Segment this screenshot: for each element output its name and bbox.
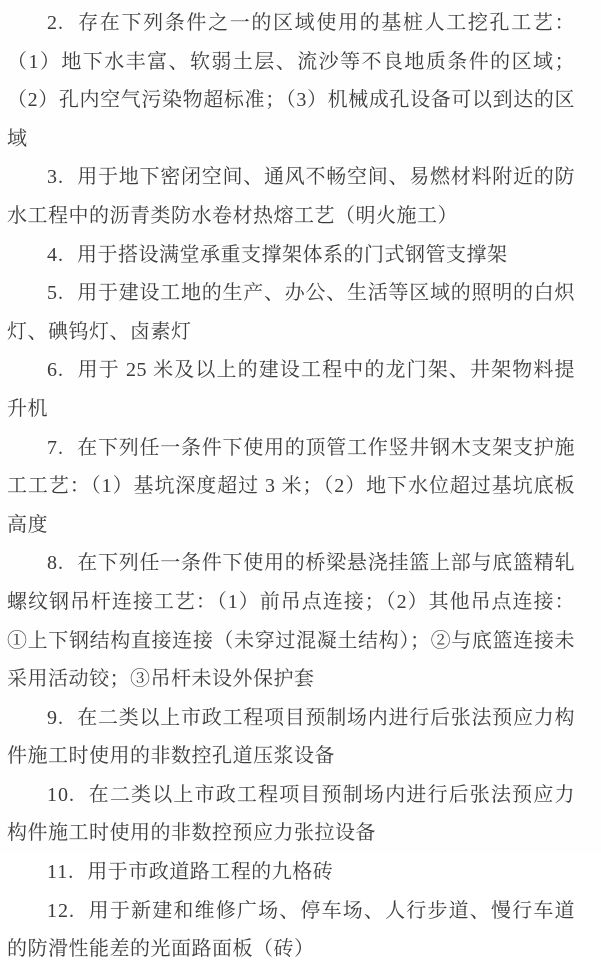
item-text: 在二类以上市政工程项目预制场内进行后张法预应力构件施工时使用的非数控孔道压浆设备 xyxy=(7,706,575,768)
item-number: 9. xyxy=(47,706,64,729)
item-text: 用于建设工地的生产、办公、生活等区域的照明的白炽灯、碘钨灯、卤素灯 xyxy=(7,282,575,343)
item-text: 用于 25 米及以上的建设工程中的龙门架、井架物料提升机 xyxy=(7,359,575,420)
item-text: 在下列任一条件下使用的桥梁悬浇挂篮上部与底篮精轧螺纹钢吊杆连接工艺：（1）前吊点连接；（2）其他吊点连接：①上下钢结构直接连接（未穿过混凝土结构）；②与底篮连接未采用活动铰；③吊杆未设外保护套 xyxy=(7,552,575,691)
item-text: 用于地下密闭空间、通风不畅空间、易燃材料附近的防水工程中的沥青类防水卷材热熔工艺（明火施工） xyxy=(7,166,575,227)
item-number: 12. xyxy=(47,899,75,922)
list-item xyxy=(7,351,575,428)
item-number: 6. xyxy=(47,359,64,382)
list-item xyxy=(7,853,575,892)
list-item xyxy=(7,699,575,776)
list-item xyxy=(7,429,575,545)
item-number: 4. xyxy=(47,243,64,266)
list-item xyxy=(7,4,575,158)
item-number: 5. xyxy=(47,282,64,305)
item-text: 存在下列条件之一的区域使用的基桩人工挖孔工艺：（1）地下水丰富、软弱土层、流沙等不良地质条件的区域；（2）孔内空气污染物超标准；（3）机械成孔设备可以到达的区域 xyxy=(7,12,575,150)
item-number: 10. xyxy=(47,783,75,806)
list-item xyxy=(7,892,575,969)
list-item xyxy=(7,274,575,351)
list-item xyxy=(7,544,575,698)
item-text: 在二类以上市政工程项目预制场内进行后张法预应力构件施工时使用的非数控预应力张拉设备 xyxy=(7,783,575,845)
item-number: 11. xyxy=(47,861,75,884)
item-number: 2. xyxy=(47,12,64,34)
item-text: 用于新建和维修广场、停车场、人行步道、慢行车道的防滑性能差的光面路面板（砖） xyxy=(7,899,575,961)
item-text: 在下列任一条件下使用的顶管工作竖井钢木支架支护施工工艺：（1）基坑深度超过 3 米；（2）地下水位超过基坑底板高度 xyxy=(7,436,575,536)
item-text: 用于搭设满堂承重支撑架体系的门式钢管支撑架 xyxy=(77,243,508,266)
item-number: 3. xyxy=(47,166,64,189)
item-number: 8. xyxy=(47,552,64,575)
item-number: 7. xyxy=(47,436,64,459)
list-item xyxy=(7,776,575,853)
list-item xyxy=(7,236,575,275)
list-item xyxy=(7,158,575,235)
item-text: 用于市政道路工程的九格砖 xyxy=(87,861,334,884)
